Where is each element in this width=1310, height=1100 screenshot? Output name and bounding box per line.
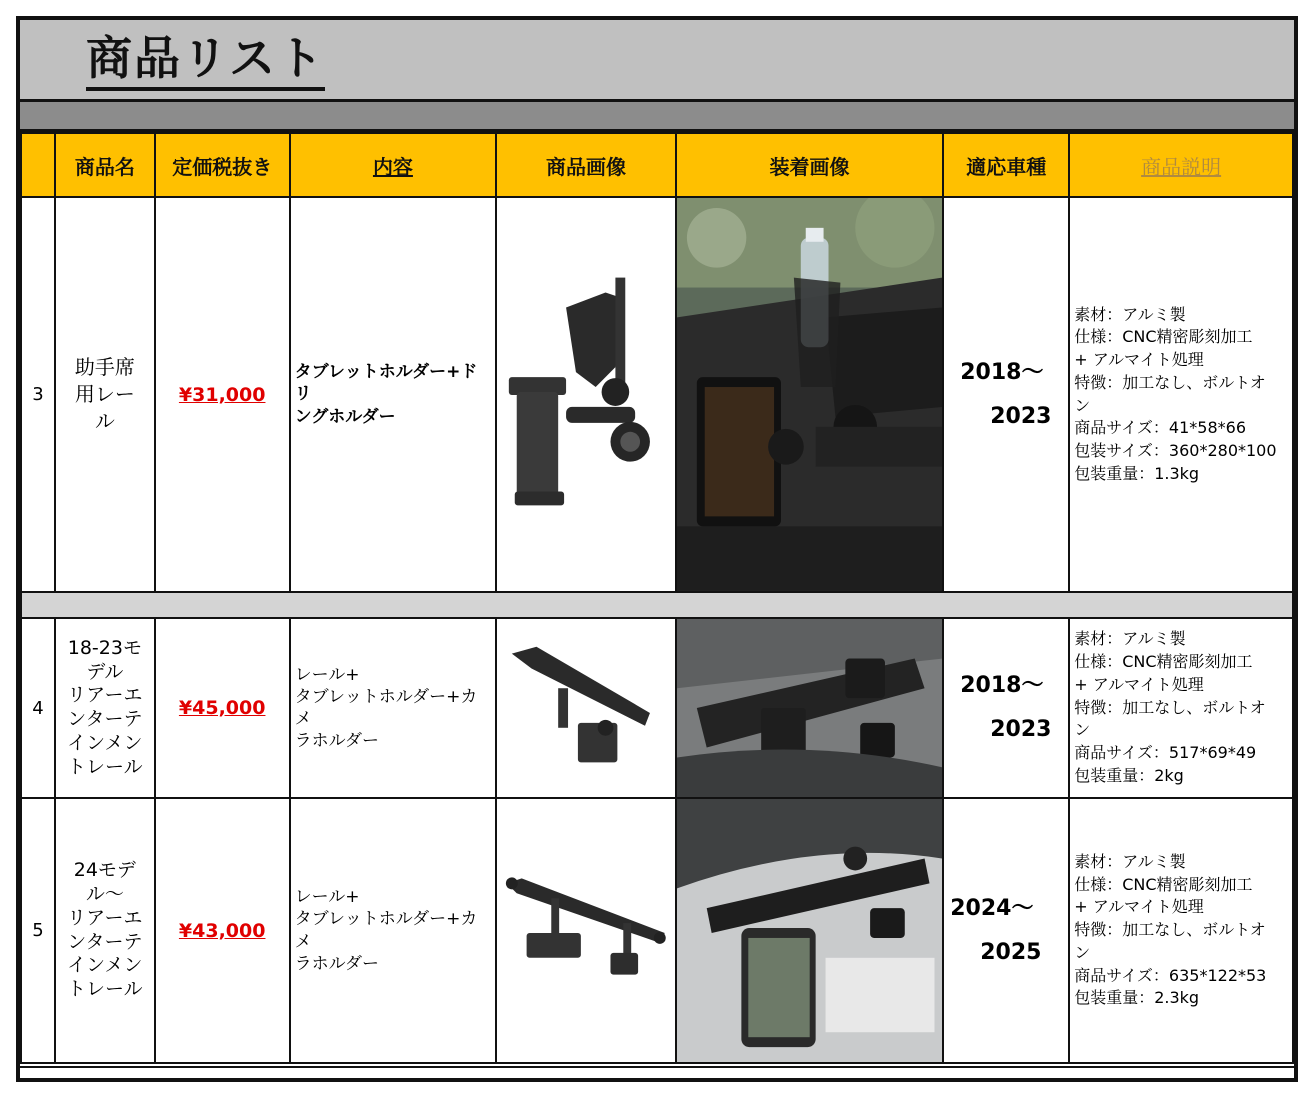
header-blank <box>21 133 55 197</box>
spacer-band <box>20 102 1294 132</box>
header-row <box>21 133 1293 197</box>
mounted-image-cell <box>676 618 943 798</box>
spec-line: 特徴：加工なし、ボルトオ <box>1074 697 1266 717</box>
title-band <box>20 20 1294 102</box>
header-vehicle: 適応車種 <box>943 133 1069 197</box>
content-line: タブレットホルダー+カメ <box>294 909 478 952</box>
product-name-line: リアーエ <box>67 684 143 707</box>
product-name-line: ンターテ <box>67 708 143 730</box>
tablet-and-drink-holder-photo <box>497 198 675 591</box>
product-list-sheet <box>16 16 1298 1082</box>
spec-cell <box>1069 618 1293 798</box>
page-title: 商品リスト <box>86 32 325 91</box>
spec-line: 仕様：CNC精密彫刻加工 <box>1074 874 1253 894</box>
content-line: ラホルダー <box>294 953 379 974</box>
spec-line: 商品サイズ：517*69*49 <box>1074 743 1257 763</box>
table-row <box>21 798 1293 1063</box>
product-name-line: ル～ <box>85 883 124 905</box>
price[interactable]: ¥43,000 <box>155 798 290 1063</box>
spec-line: ン <box>1074 395 1091 415</box>
header-price: 定価税抜き <box>155 133 290 197</box>
row-number: 4 <box>21 618 55 798</box>
spec-line: 包装重量：2kg <box>1074 765 1184 785</box>
spec-line: 仕様：CNC精密彫刻加工 <box>1074 327 1253 347</box>
product-name-line: リアーエ <box>67 906 143 929</box>
product-image-cell <box>496 798 676 1063</box>
spec-line: 包装重量：1.3kg <box>1074 463 1200 483</box>
header-mounted-image: 装着画像 <box>676 133 943 197</box>
long-rail-with-holders-photo <box>497 799 675 1062</box>
spec-line: 特徴：加工なし、ボルトオ <box>1074 920 1266 940</box>
row-number: 3 <box>21 197 55 592</box>
spec-line: + アルマイト処理 <box>1074 350 1204 370</box>
header-content[interactable]: 内容 <box>290 133 497 197</box>
year-start: 2018～ <box>960 673 1044 698</box>
table-row <box>21 197 1293 592</box>
product-name <box>55 798 155 1063</box>
product-name-line: インメン <box>67 954 143 977</box>
interior-mount-with-bottle-photo <box>677 198 942 591</box>
separator-cell <box>21 592 1293 618</box>
product-name <box>55 618 155 798</box>
roof-rail-mounted-photo <box>677 619 942 797</box>
product-name <box>55 197 155 592</box>
product-name-line: 18-23モ <box>67 636 142 659</box>
spec-line: 商品サイズ：635*122*53 <box>1074 965 1267 985</box>
spec-line: 素材：アルミ製 <box>1074 851 1186 871</box>
mounted-image-cell <box>676 197 943 592</box>
spec-cell <box>1069 798 1293 1063</box>
spec-line: ン <box>1074 720 1091 740</box>
product-name-line: インメン <box>67 731 143 754</box>
product-table <box>20 132 1294 1064</box>
spec-line: 素材：アルミ製 <box>1074 629 1186 649</box>
price[interactable]: ¥31,000 <box>155 197 290 592</box>
year-end: 2025 <box>980 939 1042 965</box>
content-cell <box>290 798 497 1063</box>
content-line: タブレットホルダー+カメ <box>294 686 478 729</box>
price[interactable]: ¥45,000 <box>155 618 290 798</box>
mounted-image-cell <box>676 798 943 1063</box>
product-name-line: デル <box>86 660 124 683</box>
header-name: 商品名 <box>55 133 155 197</box>
content-cell <box>290 618 497 798</box>
spec-line: 仕様：CNC精密彫刻加工 <box>1074 652 1253 672</box>
product-name-line: 用レー <box>74 382 135 406</box>
year-start: 2024～ <box>950 895 1034 921</box>
spec-line: 素材：アルミ製 <box>1074 304 1186 324</box>
year-end: 2023 <box>990 403 1052 429</box>
content-line: ングホルダー <box>294 406 396 427</box>
product-image-cell <box>496 197 676 592</box>
spec-line: 特徴：加工なし、ボルトオ <box>1074 372 1266 392</box>
separator-row <box>21 592 1293 618</box>
spec-line: + アルマイト処理 <box>1074 897 1204 917</box>
product-image-cell <box>496 618 676 798</box>
year-start: 2018～ <box>960 359 1044 385</box>
vehicle-years <box>943 618 1069 798</box>
spec-line: 商品サイズ：41*58*66 <box>1074 418 1247 438</box>
vehicle-years <box>943 197 1069 592</box>
content-line: レール+ <box>294 887 360 908</box>
product-name-line: 助手席 <box>74 355 135 379</box>
content-cell <box>290 197 497 592</box>
product-name-line: 24モデ <box>73 859 136 882</box>
content-line: タブレットホルダー+ドリ <box>294 362 478 405</box>
spec-line: + アルマイト処理 <box>1074 674 1204 694</box>
spec-line: 包装重量：2.3kg <box>1074 988 1200 1008</box>
content-line: ラホルダー <box>294 731 379 752</box>
year-end: 2023 <box>990 717 1052 742</box>
product-name-line: トレール <box>67 755 143 778</box>
content-line: レール+ <box>294 664 360 685</box>
table-row <box>21 618 1293 798</box>
spec-line: 包装サイズ：360*280*100 <box>1074 440 1277 460</box>
header-description[interactable]: 商品説明 <box>1069 133 1293 197</box>
spec-line: ン <box>1074 942 1091 962</box>
header-product-image: 商品画像 <box>496 133 676 197</box>
bottom-border <box>20 1066 1294 1078</box>
product-name-line: ル <box>94 409 115 433</box>
product-name-line: ンターテ <box>67 930 143 953</box>
spec-cell <box>1069 197 1293 592</box>
product-name-line: トレール <box>67 978 143 1000</box>
row-number: 5 <box>21 798 55 1063</box>
roof-rail-with-phone-photo <box>677 799 942 1062</box>
rail-with-holders-photo <box>497 619 675 797</box>
vehicle-years <box>943 798 1069 1063</box>
